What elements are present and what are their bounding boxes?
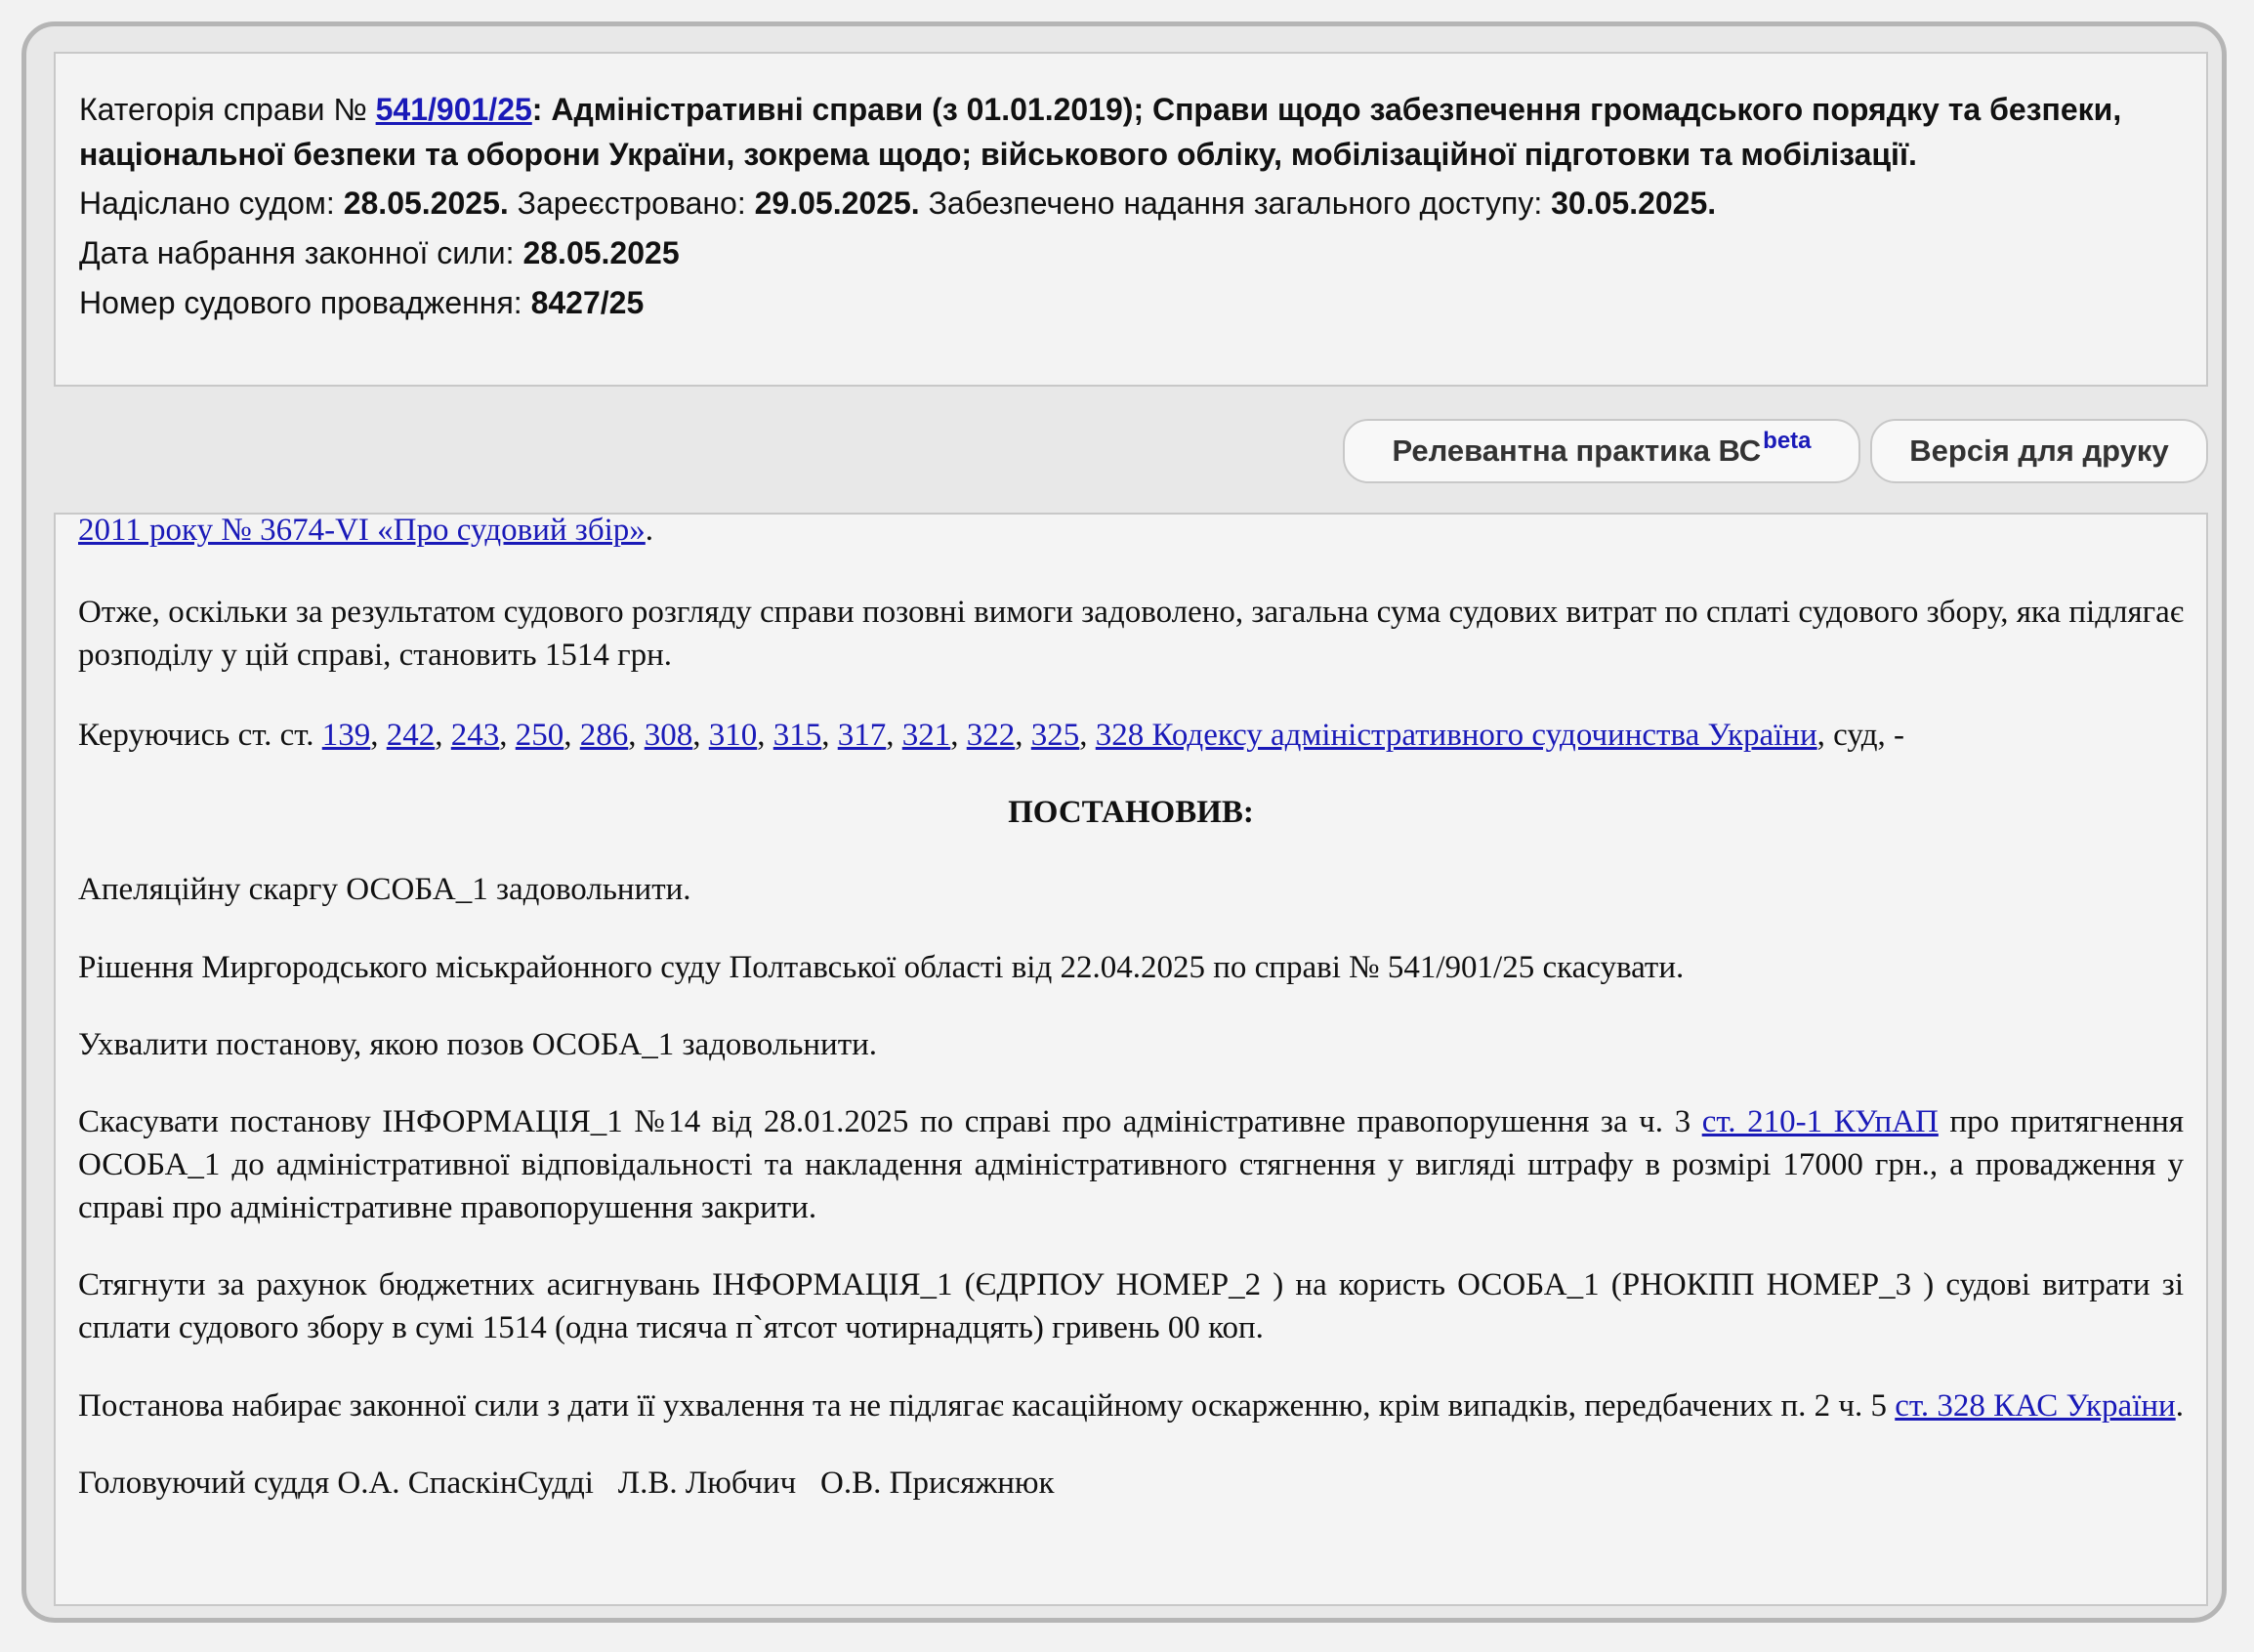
cancel-text-b: про притягнення ОСОБА_1 до адміністративної відповідальності та накладення адміністративного стягнення у вигляді штрафу в розмірі 17000 грн., а провадження у справі про адміністративне правопорушення закрити. — [78, 1104, 2184, 1225]
article-link[interactable]: 243 — [450, 718, 500, 753]
print-version-button[interactable] — [1870, 419, 2208, 483]
court-fee-law-link[interactable]: 2011 року № 3674-VI «Про судовий збір» — [78, 513, 646, 548]
relevant-practice-button[interactable] — [1343, 419, 1860, 483]
access-label: Забезпечено надання загального доступу: — [928, 186, 1543, 221]
article-link[interactable]: 310 — [708, 718, 758, 753]
period: . — [645, 513, 654, 548]
article-separator: , — [821, 718, 838, 753]
dates-line — [79, 181, 2183, 226]
registered-label: Зареєстровано: — [517, 186, 746, 221]
force-date-line — [79, 230, 2183, 275]
article-link[interactable]: 242 — [386, 718, 436, 753]
article-link[interactable]: 250 — [515, 718, 564, 753]
paragraph-articles — [78, 714, 2184, 757]
article-link[interactable]: 321 — [901, 718, 951, 753]
ruling-heading: ПОСТАНОВИВ: — [1008, 795, 1254, 830]
article-link[interactable]: 325 — [1030, 718, 1080, 753]
sent-date: 28.05.2025. — [343, 186, 509, 221]
proceeding-number: 8427/25 — [530, 285, 645, 320]
document-content — [78, 513, 2184, 1505]
paragraph-appeal: Апеляційну скаргу ОСОБА_1 задовольнити. — [78, 872, 691, 907]
article-separator: , — [1015, 718, 1031, 753]
case-number-link[interactable]: 541/901/25 — [375, 92, 532, 127]
access-date: 30.05.2025. — [1551, 186, 1717, 221]
force-date: 28.05.2025 — [522, 235, 680, 270]
article-link[interactable]: 328 Кодексу адміністративного судочинства України — [1095, 718, 1817, 753]
article-separator: , — [692, 718, 709, 753]
paragraph-adopt: Ухвалити постанову, якою позов ОСОБА_1 задовольнити. — [78, 1027, 878, 1062]
force-label: Дата набрання законної сили: — [79, 235, 515, 270]
article-link[interactable]: 139 — [321, 718, 371, 753]
articles-prefix: Керуючись ст. ст. — [78, 718, 322, 753]
article-link[interactable]: 315 — [772, 718, 822, 753]
article-link[interactable]: 322 — [966, 718, 1016, 753]
effective-text-a: Постанова набирає законної сили з дати її ухвалення та не підлягає касаційному оскарженню, крім випадків, передбачених п. 2 ч. 5 — [78, 1388, 1896, 1424]
case-category — [79, 87, 2183, 177]
window-frame — [21, 21, 2227, 1623]
print-label: Версія для друку — [1909, 434, 2169, 468]
article-separator: , — [564, 718, 580, 753]
article-link[interactable]: 308 — [644, 718, 693, 753]
case-info-panel — [54, 52, 2208, 387]
article-separator: , — [370, 718, 387, 753]
article-link[interactable]: 286 — [579, 718, 629, 753]
articles-suffix: , суд, - — [1816, 718, 1905, 753]
effective-text-b: . — [2175, 1388, 2184, 1424]
article-separator: , — [1079, 718, 1096, 753]
document-text[interactable] — [54, 513, 2208, 1606]
article-link[interactable]: 317 — [837, 718, 887, 753]
paragraph-effective — [78, 1384, 2184, 1427]
proceeding-line — [79, 280, 2183, 325]
paragraph-decision-cancel: Рішення Миргородського міськрайонного суду Полтавської області від 22.04.2025 по справі № 541/901/25 скасувати. — [78, 950, 1685, 985]
paragraph-recover-costs: Стягнути за рахунок бюджетних асигнувань ІНФОРМАЦІЯ_1 (ЄДРПОУ НОМЕР_2 ) на користь ОСОБА_1 (РНОКПП НОМЕР_3 ) судові витрати зі сплати судового збору в сумі 1514 (одна тисяча п`ятсот чотирнадцять) гривень 00 коп. — [78, 1267, 2184, 1345]
article-separator: , — [435, 718, 451, 753]
proceeding-label: Номер судового провадження: — [79, 285, 522, 320]
practice-label: Релевантна практика ВС — [1392, 434, 1762, 468]
article-separator: , — [628, 718, 645, 753]
judges-signature: Головуючий суддя О.А. СпаскінСудді Л.В. Любчич О.В. Присяжнюк — [78, 1466, 1055, 1501]
article-separator: , — [950, 718, 967, 753]
beta-badge: beta — [1763, 428, 1812, 454]
paragraph-cancel-resolution — [78, 1100, 2184, 1229]
kas-article-link[interactable]: ст. 328 КАС України — [1895, 1388, 2176, 1424]
registered-date: 29.05.2025. — [754, 186, 920, 221]
article-separator: , — [499, 718, 516, 753]
category-text: : Адміністративні справи (з 01.01.2019); Справи щодо забезпечення громадського порядку та безпеки, національної безпеки та оборони України, зокрема щодо; військового обліку, мобілізаційної підготовки та мобілізації. — [79, 92, 2122, 172]
kupap-article-link[interactable]: ст. 210-1 КУпАП — [1701, 1104, 1939, 1139]
article-separator: , — [757, 718, 773, 753]
cancel-text-a: Скасувати постанову ІНФОРМАЦІЯ_1 №14 від 28.01.2025 по справі про адміністративне правопорушення за ч. 3 — [78, 1104, 1702, 1139]
category-prefix: Категорія справи № — [79, 92, 367, 127]
sent-label: Надіслано судом: — [79, 186, 335, 221]
article-separator: , — [886, 718, 902, 753]
paragraph-total-fees: Отже, оскільки за результатом судового розгляду справи позовні вимоги задоволено, загальна сума судових витрат по сплаті судового збору, яка підлягає розподілу у цій справі, становить 1514 грн. — [78, 595, 2184, 673]
article-links — [322, 718, 1817, 753]
paragraph-court-fee-law — [78, 513, 2184, 552]
